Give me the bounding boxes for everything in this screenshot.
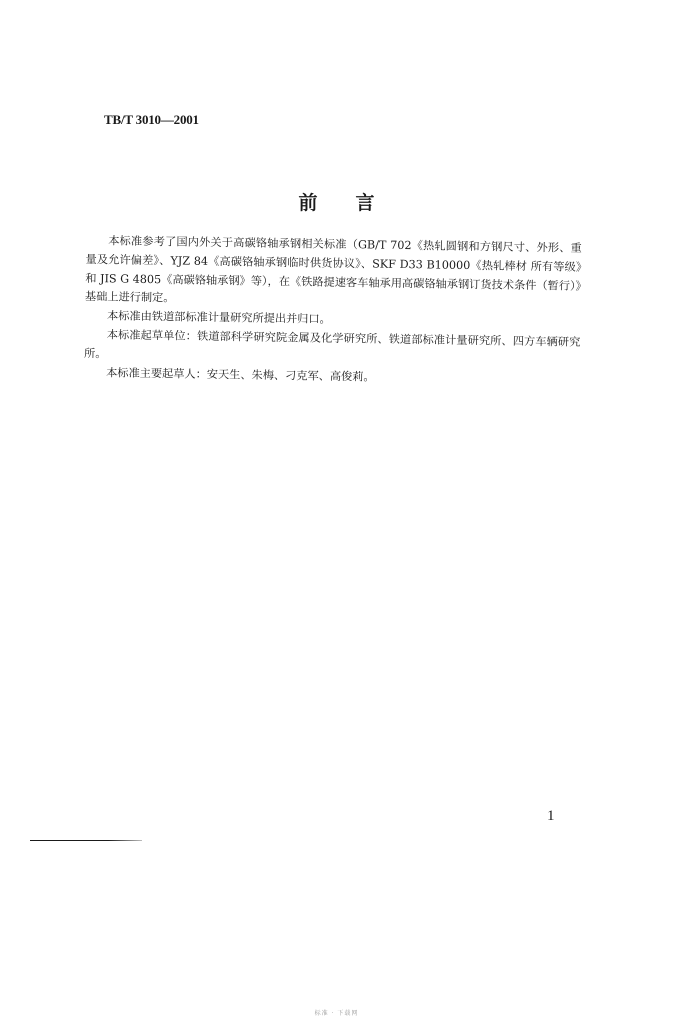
page-title	[0, 188, 673, 215]
bottom-watermark: 标准 · 下载网	[314, 1010, 359, 1017]
footnote-rule	[30, 840, 142, 841]
paragraph-proposer: 本标准由铁道部标准计量研究所提出并归口。	[106, 309, 331, 327]
page-number: 1	[547, 808, 555, 824]
foreword-body	[84, 232, 582, 390]
title-char-2: 言	[355, 192, 375, 214]
paragraph-drafters: 本标准主要起草人：安天生、朱梅、刁克军、高俊莉。	[106, 365, 375, 384]
paragraph-drafting-units: 本标准起草单位：铁道部科学研究院金属及化学研究所、铁道部标准计量研究所、四方车辆研究所。	[83, 328, 581, 361]
title-char-1: 前	[298, 192, 318, 214]
standard-code: TB/T 3010—2001	[104, 112, 199, 127]
paragraph-references: 本标准参考了国内外关于高碳铬轴承钢相关标准（GB/T 702《热轧圆钢和方钢尺寸、外形、重量及允许偏差》、YJZ 84《高碳铬轴承钢临时供货协议》、SKF D33 B10000《热轧棒材 所有等级》和 JIS G 4805《高碳铬轴承钢》等），在《铁路提速客车轴承用高碳铬轴承钢订货技术条件（暂行）》基础上进行制定。	[84, 234, 582, 305]
